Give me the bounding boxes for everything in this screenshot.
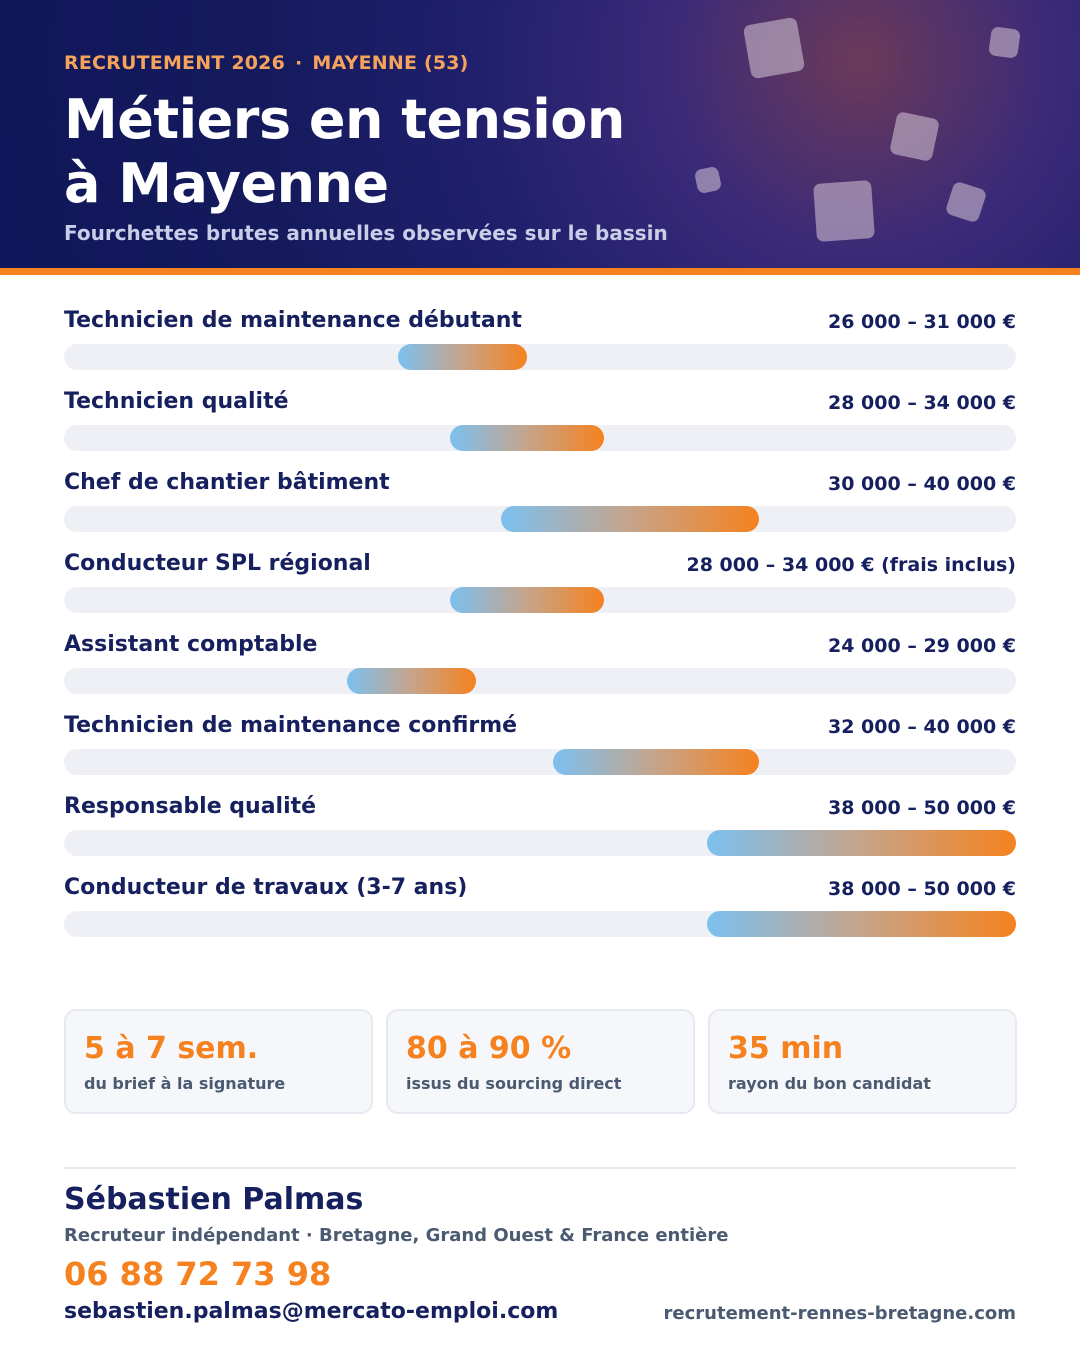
salary-range-bar [707, 911, 1016, 937]
decorative-square [988, 26, 1021, 59]
salary-range-bar [398, 344, 527, 370]
salary-track [64, 506, 1016, 532]
salary-range-text: 32 000 – 40 000 € [828, 716, 1016, 738]
job-title: Chef de chantier bâtiment [64, 470, 390, 495]
salary-range-list [64, 306, 1016, 954]
decorative-square [743, 17, 806, 80]
salary-row [64, 711, 1016, 792]
job-title: Technicien qualité [64, 389, 289, 414]
salary-range-text: 28 000 – 34 000 € [828, 392, 1016, 414]
salary-track [64, 425, 1016, 451]
salary-track [64, 668, 1016, 694]
contact-phone-link[interactable]: 06 88 72 73 98 [64, 1255, 332, 1293]
salary-range-text: 38 000 – 50 000 € [828, 878, 1016, 900]
job-title: Technicien de maintenance confirmé [64, 713, 518, 738]
job-title: Assistant comptable [64, 632, 318, 657]
salary-row [64, 873, 1016, 954]
stats-cards [64, 1009, 1016, 1114]
decorative-square [889, 111, 940, 162]
salary-track [64, 830, 1016, 856]
stat-value: 5 à 7 sem. [84, 1031, 259, 1066]
page-title-line-2: à Mayenne [64, 152, 389, 215]
contact-name: Sébastien Palmas [64, 1182, 364, 1217]
footer-divider [64, 1167, 1016, 1169]
salary-row [64, 792, 1016, 873]
hero-banner [0, 0, 1080, 268]
kicker-separator: · [295, 52, 303, 74]
job-title: Technicien de maintenance débutant [64, 308, 522, 333]
salary-range-bar [450, 587, 604, 613]
salary-row [64, 468, 1016, 549]
job-title: Responsable qualité [64, 794, 317, 819]
page-subtitle: Fourchettes brutes annuelles observées sur le bassin [64, 221, 668, 245]
job-title: Conducteur SPL régional [64, 551, 371, 576]
page-title [64, 88, 704, 216]
salary-range-text: 30 000 – 40 000 € [828, 473, 1016, 495]
salary-range-text: 24 000 – 29 000 € [828, 635, 1016, 657]
decorative-square [945, 181, 988, 224]
stat-value: 35 min [728, 1031, 844, 1066]
kicker-campaign: RECRUTEMENT 2026 [64, 52, 285, 74]
stat-card-sourcing [386, 1009, 695, 1114]
salary-track [64, 911, 1016, 937]
contact-role: Recruteur indépendant · Bretagne, Grand Ouest & France entière [64, 1225, 729, 1246]
stat-label: du brief à la signature [84, 1074, 286, 1093]
salary-track [64, 344, 1016, 370]
page-title-line-1: Métiers en tension [64, 88, 625, 151]
stat-card-radius [708, 1009, 1017, 1114]
salary-track [64, 749, 1016, 775]
salary-range-bar [553, 749, 759, 775]
decorative-square [813, 180, 875, 242]
salary-range-text: 28 000 – 34 000 € (frais inclus) [686, 554, 1016, 576]
salary-range-bar [707, 830, 1016, 856]
contact-email-link[interactable]: sebastien.palmas@mercato-emploi.com [64, 1299, 559, 1324]
salary-range-bar [501, 506, 758, 532]
stat-card-delay [64, 1009, 373, 1114]
salary-range-text: 26 000 – 31 000 € [828, 311, 1016, 333]
salary-range-bar [450, 425, 604, 451]
salary-track [64, 587, 1016, 613]
job-title: Conducteur de travaux (3-7 ans) [64, 875, 468, 900]
accent-divider [0, 268, 1080, 275]
contact-website-link[interactable]: recrutement-rennes-bretagne.com [663, 1303, 1016, 1324]
stat-label: rayon du bon candidat [728, 1074, 931, 1093]
kicker [64, 52, 469, 74]
salary-row [64, 549, 1016, 630]
stat-value: 80 à 90 % [406, 1031, 572, 1066]
salary-row [64, 387, 1016, 468]
salary-range-text: 38 000 – 50 000 € [828, 797, 1016, 819]
stat-label: issus du sourcing direct [406, 1074, 622, 1093]
salary-range-bar [347, 668, 476, 694]
salary-row [64, 306, 1016, 387]
kicker-location: MAYENNE (53) [312, 52, 469, 74]
salary-row [64, 630, 1016, 711]
